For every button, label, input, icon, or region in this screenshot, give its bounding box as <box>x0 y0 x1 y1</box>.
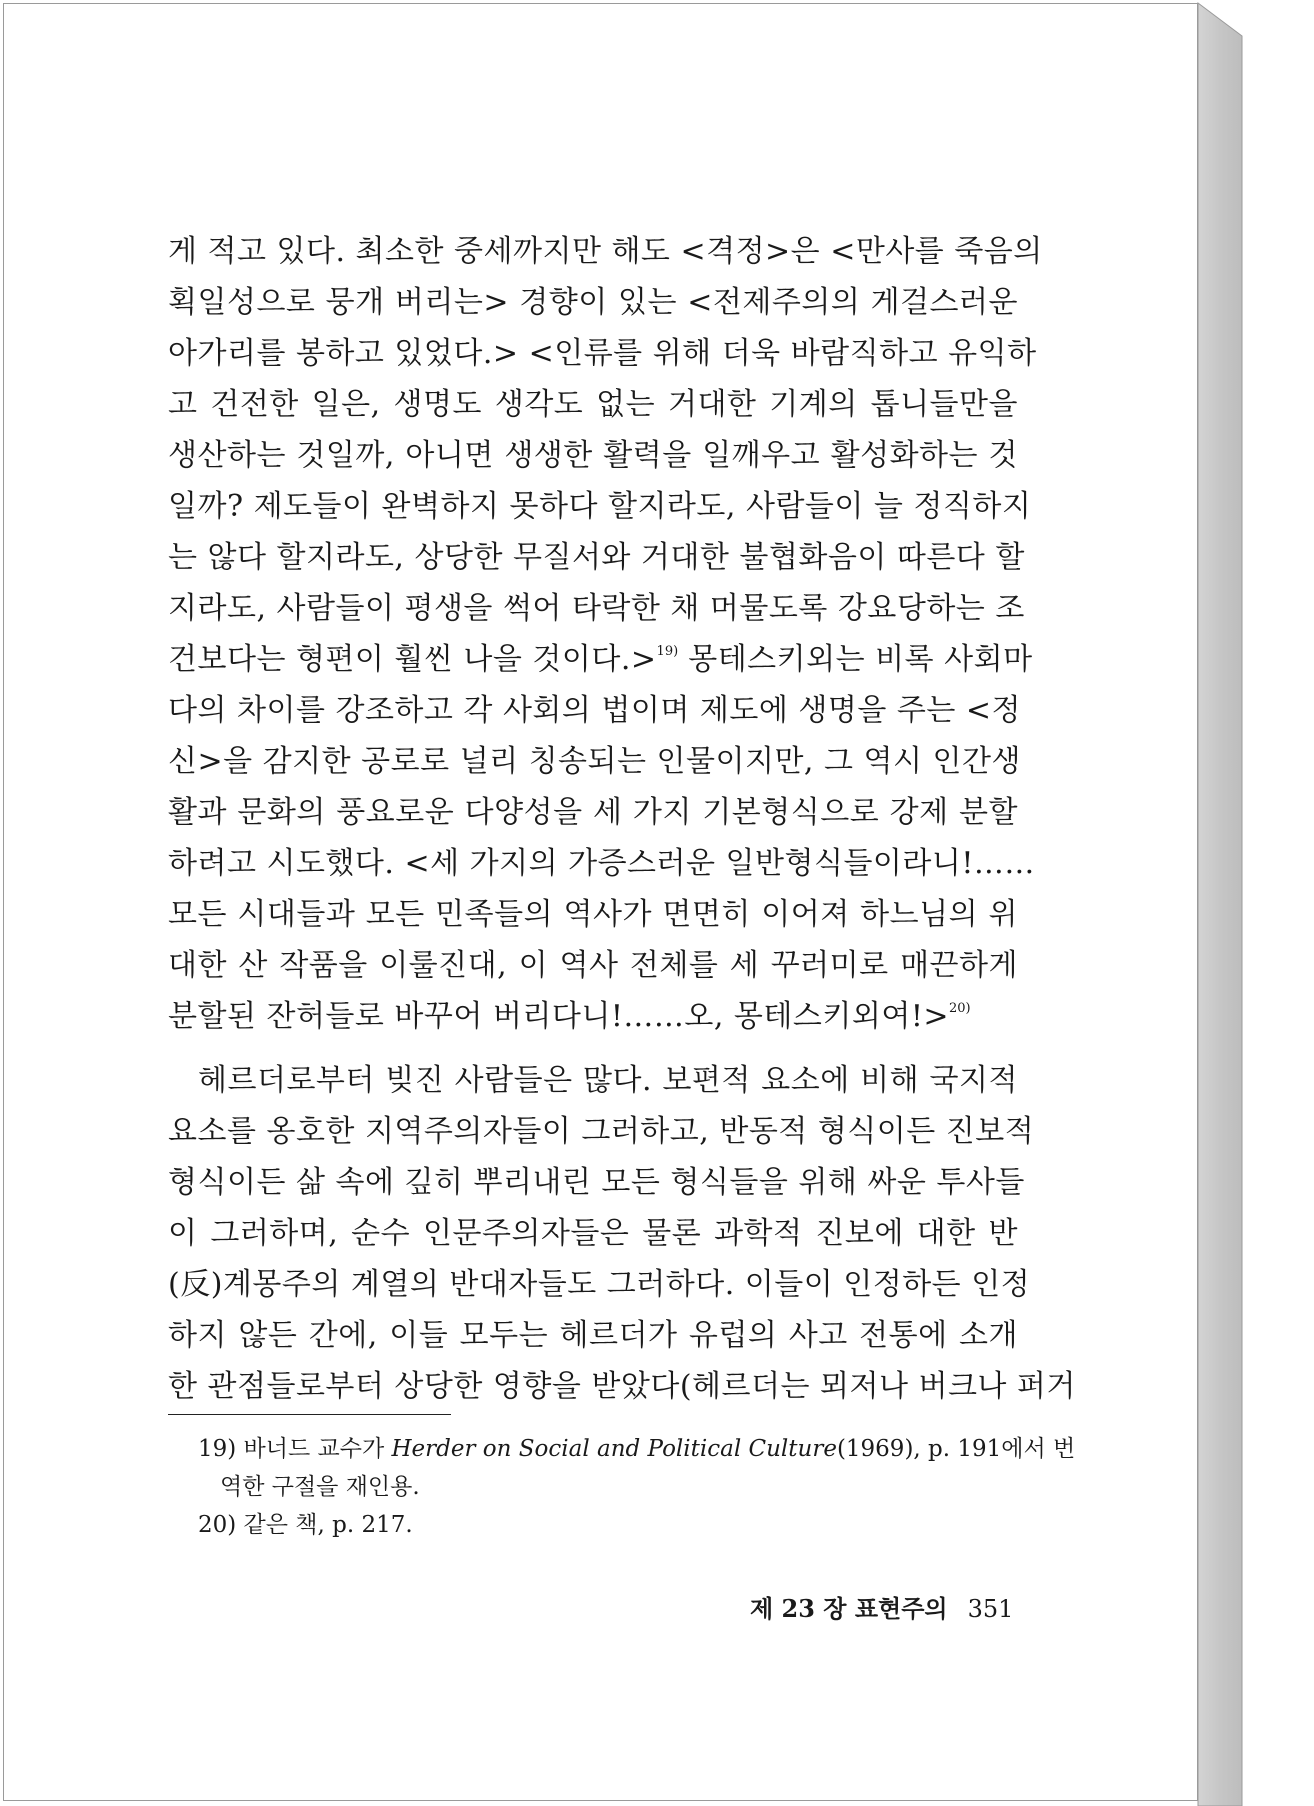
footnote-19-title: Herder on Social and Political Culture <box>391 1436 837 1462</box>
footnote-19 <box>198 1430 1076 1468</box>
footnote-19-prefix: 19) 바너드 교수가 <box>198 1436 392 1462</box>
body-line: 아가리를 봉하고 있었다.> <인류를 위해 더욱 바람직하고 유익하 <box>168 336 1037 371</box>
body-line: 요소를 옹호한 지역주의자들이 그러하고, 반동적 형식이든 진보적 <box>168 1114 1035 1149</box>
body-line: 한 관점들로부터 상당한 영향을 받았다(헤르더는 뫼저나 버크나 퍼거 <box>168 1369 1076 1404</box>
body-line: 지라도, 사람들이 평생을 썩어 타락한 채 머물도록 강요당하는 조 <box>168 591 1025 626</box>
body-line: 고 건전한 일은, 생명도 생각도 없는 거대한 기계의 톱니들만을 <box>168 387 1018 422</box>
body-line-with-note <box>168 634 1033 685</box>
body-line: 이 그러하며, 순수 인문주의자들은 물론 과학적 진보에 대한 반 <box>168 1216 1018 1251</box>
body-text <box>168 226 1076 1412</box>
paragraph-2 <box>168 1055 1076 1412</box>
body-line-with-note <box>168 991 1018 1042</box>
body-line: 대한 산 작품을 이룰진대, 이 역사 전체를 세 꾸러미로 매끈하게 <box>168 948 1018 983</box>
body-line: 일까? 제도들이 완벽하지 못하다 할지라도, 사람들이 늘 정직하지 <box>168 489 1032 524</box>
body-line: (反)계몽주의 계열의 반대자들도 그러하다. 이들이 인정하든 인정 <box>168 1267 1031 1302</box>
body-line: 게 적고 있다. 최소한 중세까지만 해도 <격정>은 <만사를 죽음의 <box>168 234 1043 269</box>
body-line: 다의 차이를 강조하고 각 사회의 법이며 제도에 생명을 주는 <정 <box>168 693 1021 728</box>
page-number: 351 <box>967 1595 1014 1623</box>
body-line: 모든 시대들과 모든 민족들의 역사가 면면히 이어져 하느님의 위 <box>168 897 1018 932</box>
body-line-text: 건보다는 형편이 훨씬 나을 것이다.> <box>168 642 657 677</box>
body-line: 형식이든 삶 속에 깊히 뿌리내린 모든 형식들을 위해 싸운 투사들 <box>168 1165 1025 1200</box>
body-line: 신>을 감지한 공로로 널리 칭송되는 인물이지만, 그 역시 인간생 <box>168 744 1021 779</box>
footnote-19-suffix: (1969), p. 191에서 번 <box>836 1436 1076 1462</box>
body-line: 활과 문화의 풍요로운 다양성을 세 가지 기본형식으로 강제 분할 <box>168 795 1018 830</box>
body-line: 획일성으로 뭉개 버리는> 경향이 있는 <전제주의의 게걸스러운 <box>168 285 1018 320</box>
chapter-title: 제 23 장 표현주의 <box>750 1594 948 1623</box>
footnote-separator <box>168 1414 451 1415</box>
footnote-20: 20) 같은 책, p. 217. <box>198 1512 413 1538</box>
footnote-19-continuation: 역한 구절을 재인용. <box>220 1474 420 1500</box>
body-line: 헤르더로부터 빚진 사람들은 많다. 보편적 요소에 비해 국지적 <box>198 1063 1018 1098</box>
footnote-ref-19[interactable]: 19) <box>656 644 679 659</box>
body-line: 하려고 시도했다. <세 가지의 가증스러운 일반형식들이라니!…… <box>168 846 1035 881</box>
body-line: 는 않다 할지라도, 상당한 무질서와 거대한 불협화음이 따른다 할 <box>168 540 1025 575</box>
running-footer <box>750 1592 1014 1626</box>
body-line: 하지 않든 간에, 이들 모두는 헤르더가 유럽의 사고 전통에 소개 <box>168 1318 1018 1353</box>
body-line-text: 분할된 잔허들로 바꾸어 버리다니!……오, 몽테스키외여!> <box>168 999 950 1034</box>
body-line: 생산하는 것일까, 아니면 생생한 활력을 일깨우고 활성화하는 것 <box>168 438 1018 473</box>
footnote-ref-20[interactable]: 20) <box>949 1001 971 1016</box>
body-line-text: 몽테스키외는 비록 사회마 <box>678 642 1033 677</box>
footnotes <box>198 1430 1076 1544</box>
